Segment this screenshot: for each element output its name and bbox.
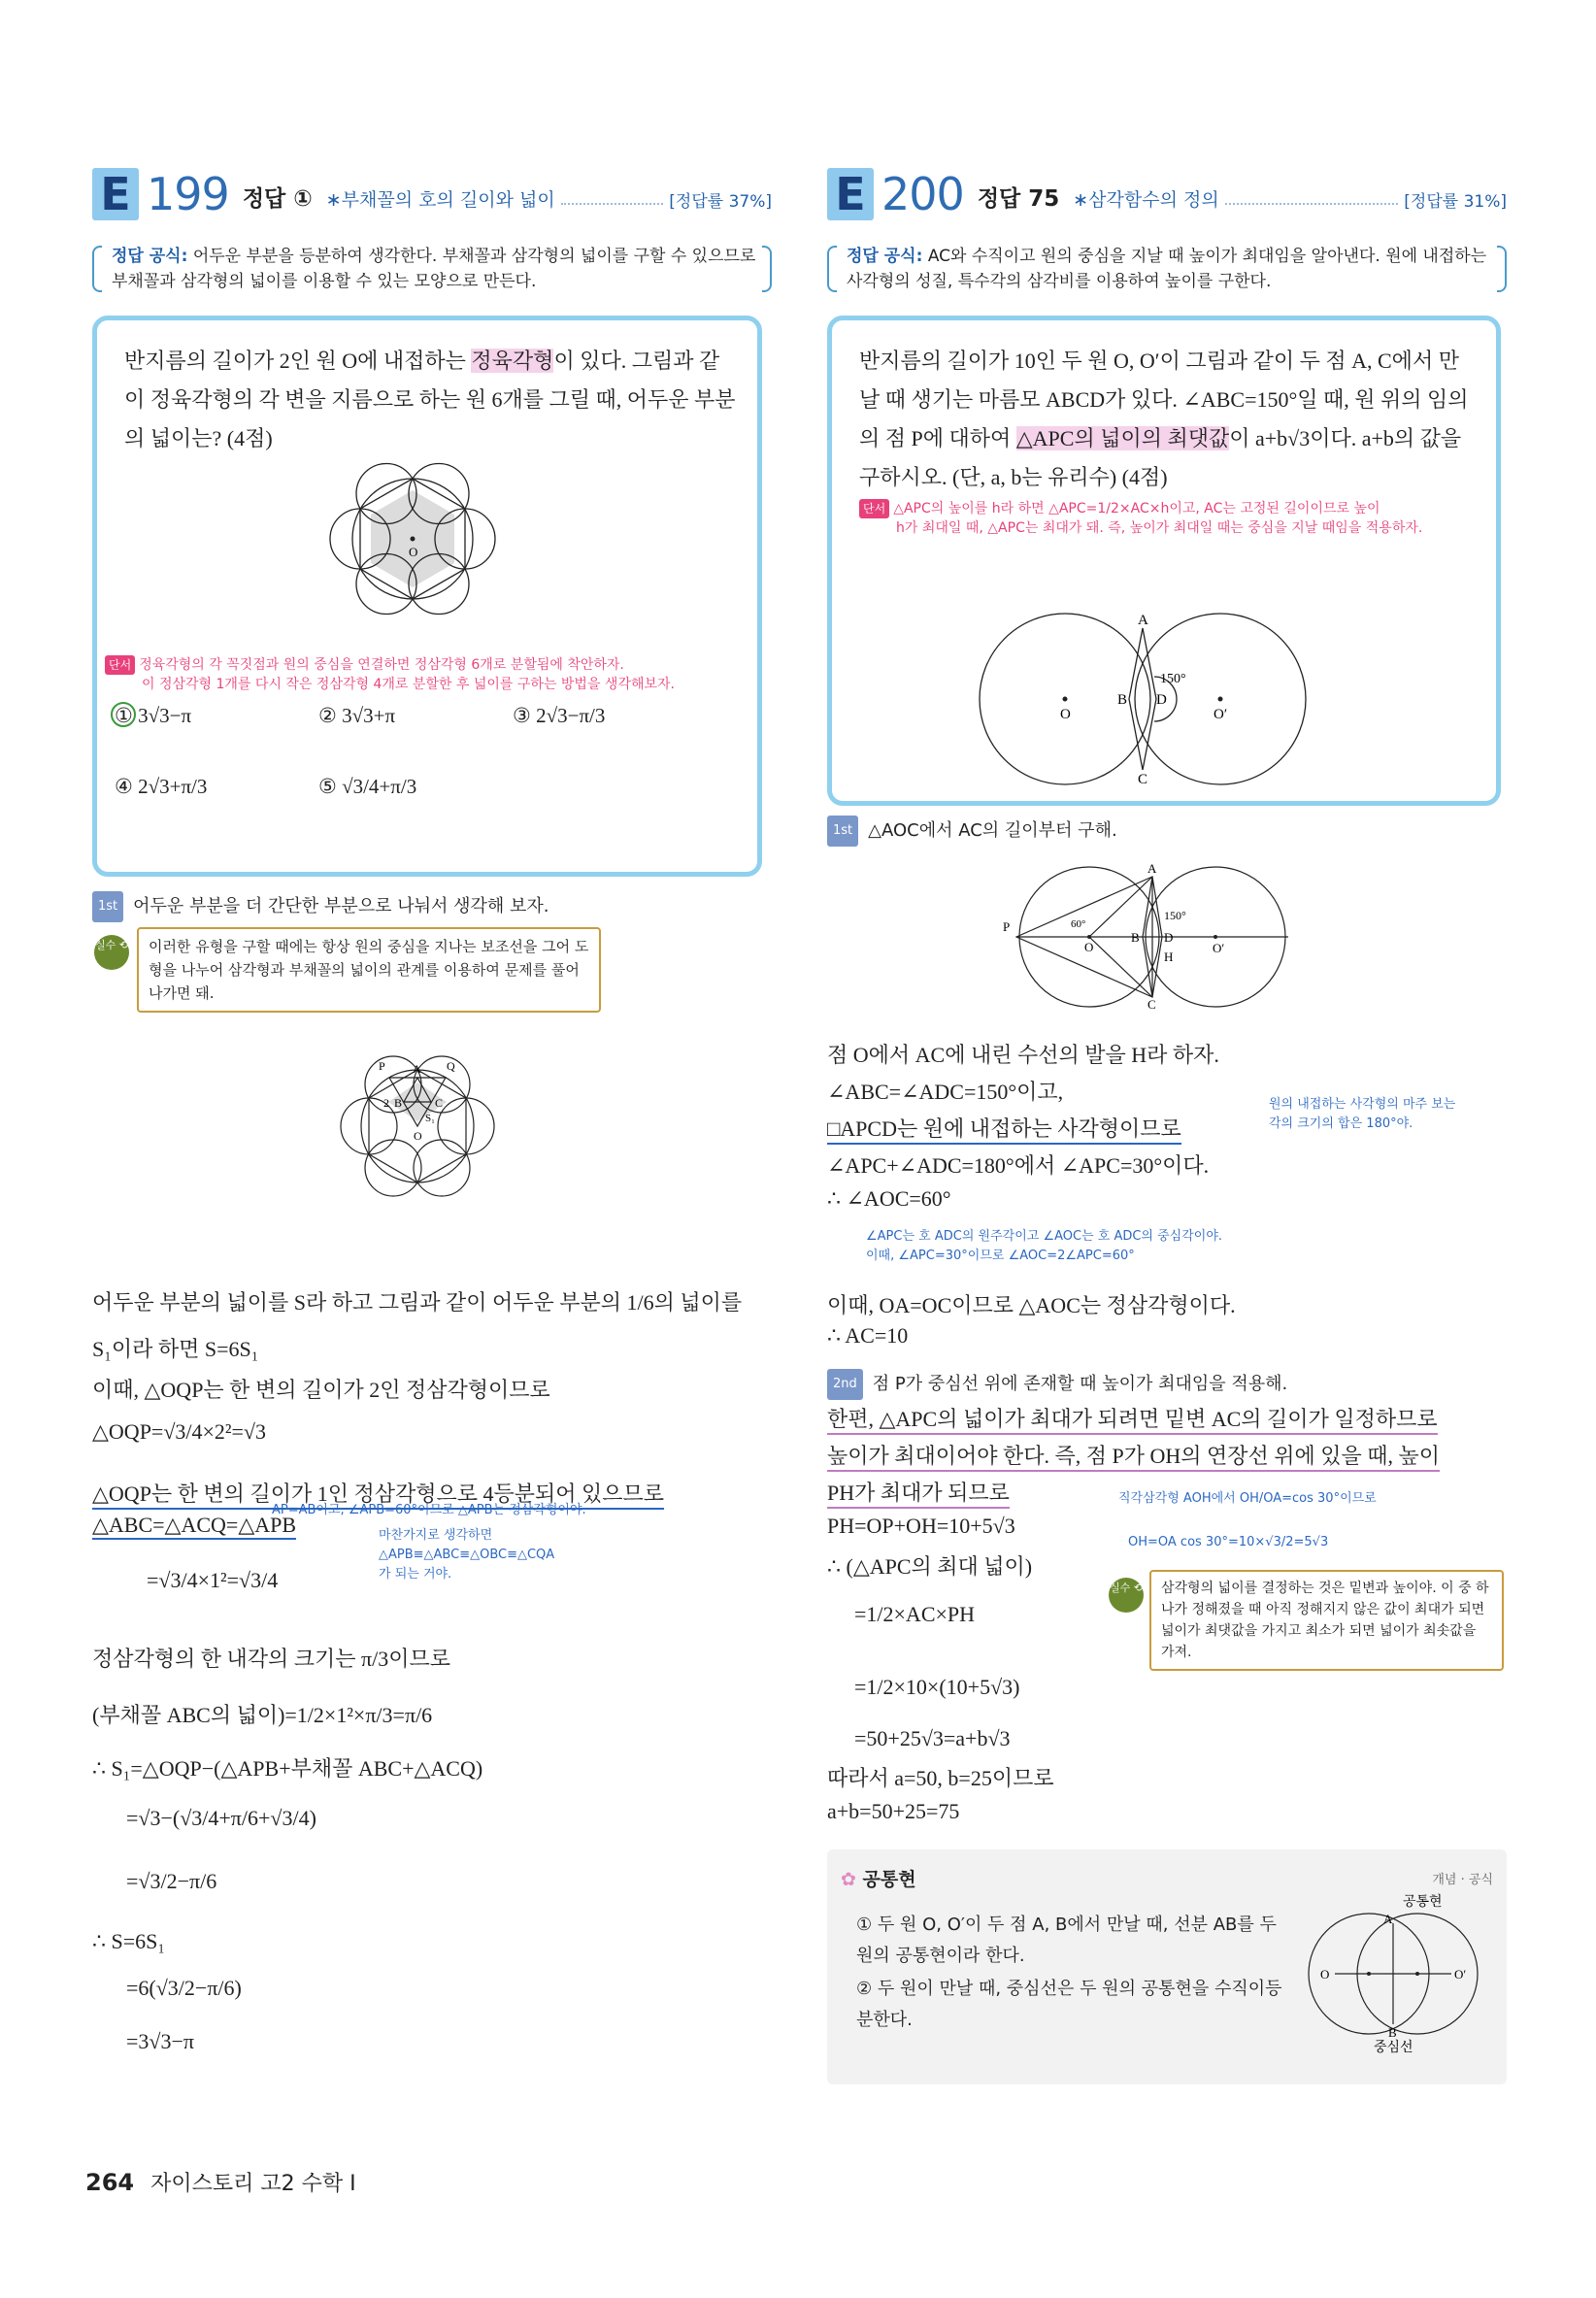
solution-line: 따라서 a=50, b=25이므로 [827,1766,1054,1790]
svg-text:A: A [1138,613,1148,628]
solution-line: △ABC=△ACQ=△APB [92,1513,296,1540]
svg-text:150°: 150° [1160,672,1186,686]
svg-text:B: B [1131,930,1140,945]
solution-line: △OQP=√3/4×2²=√3 [92,1419,267,1444]
solution-line: =3√3−π [126,2029,194,2053]
formula-text: AC와 수직이고 원의 중심을 지날 때 높이가 최대임을 알아낸다. 원에 내접하는 사각형의 성질, 특수각의 삼각비를 이용하여 높이를 구한다. [847,247,1487,291]
book-title: 자이스토리 고2 수학 I [150,2172,356,2196]
dot-leader [1225,203,1399,205]
side-note: AP=AB이고, ∠APB=60°이므로 △APB는 정삼각형이야. [272,1503,586,1517]
solution-line: △OQP는 한 변의 길이가 1인 정삼각형으로 4등분되어 있으므로 [92,1478,664,1510]
svg-text:O′: O′ [1213,941,1225,955]
solution-line: =1/2×10×(10+5√3) [854,1675,1020,1699]
hint [859,499,1477,538]
triangle-division-figure [325,1039,510,1214]
svg-text:O′: O′ [1454,1967,1467,1982]
solution-line: (부채꼴 ABC의 넓이)=1/2×1²×π/3=π/6 [92,1703,433,1727]
svg-text:P: P [379,1059,385,1073]
topic-label: ∗삼각함수의 정의 [1073,189,1219,211]
concept-box [827,1849,1507,2084]
triangle-apc-figure [997,859,1327,1010]
solution-line: ∴ S₁=△OQP−(△APB+부채꼴 ABC+△ACQ) [92,1756,483,1781]
hint-line-2: h가 최대일 때, △APC는 최대가 돼. 즉, 높이가 최대일 때는 중심을 지날 때임을 적용하자. [896,520,1423,536]
solution-line: PH가 최대가 되므로 [827,1477,1010,1509]
choice-3[interactable]: ③ 2√3−π/3 [513,704,606,727]
step-text: 점 P가 중심선 위에 존재할 때 높이가 최대임을 적용해. [872,1374,1288,1394]
solution-line: 이때, △OQP는 한 변의 길이가 2인 정삼각형이므로 [92,1378,550,1402]
formula-label: 정답 공식: [847,247,923,266]
solution-line: ∴ S=6S₁ [92,1929,166,1953]
problem-text: 반지름의 길이가 10인 두 원 O, O′이 그림과 같이 두 점 A, C에서 만날 때 생기는 마름모 ABCD가 있다. ∠ABC=150°일 때, 원 위의 임의의 점 P에 대하여 △APC의 넓이의 최댓값이 a+b√3이다. a+b의 값을 구하시오. (단, a, b는 유리수) (4점) [859,349,1469,489]
solution-line: S₁이라 하면 S=6S₁ [92,1337,259,1361]
solution-line: =50+25√3=a+b√3 [854,1726,1011,1750]
solution-line: a+b=50+25=75 [827,1799,960,1823]
svg-text:O: O [1060,707,1071,722]
concept-tag: 개념 · 공식 [1432,1873,1493,1887]
svg-text:O: O [1320,1967,1330,1982]
concept-item-1: ① 두 원 O, O′이 두 점 A, B에서 만날 때, 선분 AB를 두 원의 공통현이라 한다. [856,1915,1277,1966]
step-1st [92,891,549,922]
solution-line: 이때, OA=OC이므로 △AOC는 정삼각형이다. [827,1293,1236,1317]
solution-line: 점 O에서 AC에 내린 수선의 발을 H라 하자. [827,1043,1219,1067]
problem-200-column [827,160,1507,2053]
answer-formula [827,244,1507,294]
svg-text:O: O [1084,940,1094,954]
solution-line: ∠APC+∠ADC=180°에서 ∠APC=30°이다. [827,1153,1210,1178]
answer-formula [92,244,772,294]
solution-line: ∠ABC=∠ADC=150°이고, [827,1080,1064,1104]
step-tag: 1st [827,816,858,847]
step-tag: 2nd [827,1369,863,1400]
svg-text:A: A [413,1062,421,1076]
dot-leader [561,203,664,205]
problem-number: 199 [147,168,229,220]
solution-line: □APCD는 원에 내접하는 사각형이므로 [827,1113,1181,1145]
choice-4[interactable]: ④ 2√3+π/3 [115,775,208,798]
problem-text: 반지름의 길이가 2인 원 O에 내접하는 정육각형이 있다. 그림과 같이 정육각형의 각 변을 지름으로 하는 원 6개를 그릴 때, 어두운 부분의 넓이는? (4점) [124,349,736,450]
page-number: 264 [85,2169,135,2196]
side-note: 직각삼각형 AOH에서 OH/OA=cos 30°이므로 [1118,1491,1377,1506]
svg-text:C: C [1138,772,1148,786]
center-label: O [409,545,418,559]
problem-header [92,160,772,220]
svg-text:A: A [1147,861,1157,876]
svg-text:P: P [1003,919,1011,934]
topic-label: ∗부채꼴의 호의 길이와 넓이 [325,189,555,211]
hint [105,655,675,694]
solution-line: 정삼각형의 한 내각의 크기는 π/3이므로 [92,1647,451,1671]
svg-text:O′: O′ [1214,707,1228,722]
step-2nd [827,1369,1287,1400]
side-note: 각의 크기의 합은 180°야. [1269,1116,1413,1131]
svg-text:H: H [1164,949,1174,964]
side-note: OH=OA cos 30°=10×√3/2=5√3 [1128,1535,1329,1549]
solution-line: =1/2×AC×PH [854,1602,976,1626]
hint-line-2: 이 정삼각형 1개를 다시 작은 정삼각형 4개로 분할한 후 넓이를 구하는 방법을 생각해보자. [142,677,676,692]
answer-label: 정답 ① [242,186,313,212]
svg-text:O: O [414,1129,422,1143]
concept-item-2: ② 두 원이 만날 때, 중심선은 두 원의 공통현을 수직이등분한다. [856,1979,1282,2030]
svg-text:A: A [1383,1912,1393,1926]
tip-icon: 실수 ⟲ [94,935,129,970]
accuracy-rate: [정답률 37%] [669,192,772,212]
solution-line: =√3/2−π/6 [126,1869,217,1893]
correct-answer-mark [111,702,136,727]
grade-label: E [92,168,139,220]
problem-highlight: 정육각형 [471,349,554,373]
svg-text:공통현: 공통현 [1403,1894,1443,1910]
svg-text:B: B [1388,2025,1397,2040]
step-text: △AOC에서 AC의 길이부터 구해. [868,820,1117,841]
solution-line: 어두운 부분의 넓이를 S라 하고 그림과 같이 어두운 부분의 1/6의 넓이를 [92,1290,743,1315]
solution-line: PH=OP+OH=10+5√3 [827,1514,1015,1538]
accuracy-rate: [정답률 31%] [1404,192,1507,212]
solution-line: =√3−(√3/4+π/6+√3/4) [126,1806,316,1830]
step-1st [827,816,1117,847]
svg-text:S₁: S₁ [425,1113,435,1124]
side-note: 마찬가지로 생각하면 [379,1528,493,1543]
hint-tag: 단서 [105,655,135,675]
side-note: △APB≡△ABC≡△OBC≡△CQA [379,1548,555,1562]
step-tag: 1st [92,891,123,922]
problem-box [827,316,1501,806]
problem-header [827,160,1507,220]
formula-text: 어두운 부분을 등분하여 생각한다. 부채꼴과 삼각형의 넓이를 구할 수 있으므로 부채꼴과 삼각형의 넓이를 이용할 수 있는 모양으로 만든다. [112,247,756,291]
concept-title: ✿ 공통현 [841,1869,916,1890]
solution-line: =6(√3/2−π/6) [126,1976,242,2000]
side-note: 원의 내접하는 사각형의 마주 보는 [1269,1097,1456,1112]
problem-highlight: △APC의 넓이의 최댓값 [1015,426,1230,450]
svg-text:150°: 150° [1164,909,1186,922]
answer-label: 정답 75 [977,186,1060,212]
svg-text:60°: 60° [1071,918,1086,930]
svg-text:C: C [1147,997,1156,1010]
choice-2[interactable]: ② 3√3+π [318,704,396,727]
svg-text:2: 2 [383,1096,389,1110]
solution-line: 한편, △APC의 넓이가 최대가 되려면 밑변 AC의 길이가 일정하므로 [827,1403,1438,1435]
side-note: 이때, ∠APC=30°이므로 ∠AOC=2∠APC=60° [866,1249,1135,1263]
svg-text:중심선: 중심선 [1374,2040,1413,2053]
solution-line: ∴ (△APC의 최대 넓이) [827,1554,1033,1579]
svg-text:B: B [394,1096,403,1110]
problem-number: 200 [881,168,964,220]
choice-5[interactable]: ⑤ √3/4+π/3 [318,775,417,798]
common-chord-figure [1291,1888,1500,2053]
page-footer [85,2167,356,2197]
tip-box: 이러한 유형을 구할 때에는 항상 원의 중심을 지나는 보조선을 그어 도형을 나누어 삼각형과 부채꼴의 넓이의 관계를 이용하여 문제를 풀어나가면 돼. [137,927,601,1013]
solution-line: ∴ AC=10 [827,1323,909,1348]
svg-text:C: C [435,1096,444,1110]
step-text: 어두운 부분을 더 간단한 부분으로 나눠서 생각해 보자. [133,896,549,916]
hint-tag: 단서 [859,499,889,518]
svg-text:D: D [1156,692,1167,708]
flower-icon: ✿ [841,1869,863,1890]
svg-text:Q: Q [447,1059,455,1073]
choice-1[interactable]: ① 3√3−π [115,704,192,727]
solution-line: ∴ ∠AOC=60° [827,1186,951,1211]
tip-box: 삼각형의 넓이를 결정하는 것은 밑변과 높이야. 이 중 하나가 정해졌을 때 아직 정해지지 않은 값이 최대가 되면 넓이가 최댓값을 가지고 최소가 되면 넓이가 최솟값을 가져. [1149,1570,1504,1671]
solution-line: 높이가 최대이어야 한다. 즉, 점 P가 OH의 연장선 위에 있을 때, 높이 [827,1440,1440,1472]
svg-text:D: D [1164,930,1174,945]
grade-label: E [827,168,874,220]
side-note: 가 되는 거야. [379,1567,452,1582]
formula-label: 정답 공식: [112,247,188,266]
problem-box [92,316,762,877]
svg-text:B: B [1117,692,1128,708]
side-note: ∠APC는 호 ADC의 원주각이고 ∠AOC는 호 ADC의 중심각이야. [866,1229,1223,1244]
hint-line-1: △APC의 높이를 h라 하면 △APC=1/2×AC×h이고, AC는 고정된 길이이므로 높이 [893,501,1380,516]
two-circles-figure [939,607,1347,786]
problem-199-column [92,160,772,2053]
solution-line: =√3/4×1²=√3/4 [147,1568,279,1592]
tip-icon: 실수 ⟲ [1109,1578,1144,1613]
hexagon-circles-figure [316,442,510,636]
hint-line-1: 정육각형의 각 꼭짓점과 원의 중심을 연결하면 정삼각형 6개로 분할됨에 착안하자. [139,657,624,673]
